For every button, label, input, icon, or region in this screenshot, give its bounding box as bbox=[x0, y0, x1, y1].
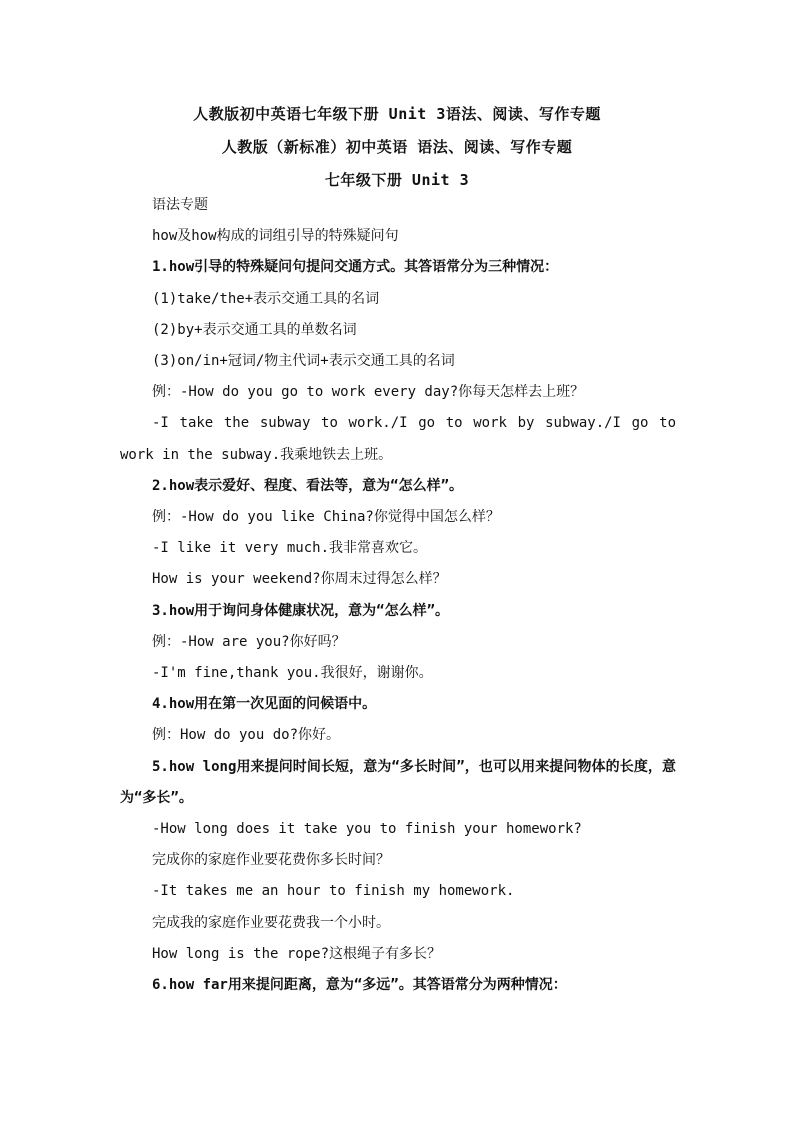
title-line-3: 七年级下册 Unit 3 bbox=[324, 171, 470, 189]
title-line-1: 人教版初中英语七年级下册 Unit 3语法、阅读、写作专题 bbox=[193, 105, 601, 123]
point-1-example-answer: -I take the subway to work./I go to work by subway./I go to work in the subway.我乘地铁去上班。 bbox=[120, 415, 676, 463]
point-1-title: 1.how引导的特殊疑问句提问交通方式。其答语常分为三种情况： bbox=[152, 259, 559, 276]
document-body bbox=[120, 190, 676, 1001]
point-5-example-question-cn: 完成你的家庭作业要花费你多长时间？ bbox=[152, 852, 390, 869]
point-5-example-2: How long is the rope?这根绳子有多长？ bbox=[152, 945, 442, 962]
point-5-example-question-en: -How long does it take you to finish your homework? bbox=[152, 821, 582, 838]
point-3-example-answer: -I'm fine,thank you.我很好，谢谢你。 bbox=[152, 665, 433, 682]
point-2-example-answer: -I like it very much.我非常喜欢它。 bbox=[152, 540, 428, 557]
point-3-title: 3.how用于询问身体健康状况，意为“怎么样”。 bbox=[152, 602, 449, 619]
point-2-example-question: 例：-How do you like China?你觉得中国怎么样？ bbox=[152, 509, 500, 526]
point-3-example-question: 例：-How are you?你好吗？ bbox=[152, 633, 346, 650]
point-6-title: 6.how far用来提问距离，意为“多远”。其答语常分为两种情况： bbox=[152, 977, 567, 994]
topic-heading: how及how构成的词组引导的特殊疑问句 bbox=[152, 228, 399, 245]
title-line-2: 人教版（新标准）初中英语 语法、阅读、写作专题 bbox=[221, 138, 573, 156]
document-title bbox=[0, 98, 794, 197]
point-5-example-answer-en: -It takes me an hour to finish my homework. bbox=[152, 883, 515, 900]
point-2-example-2: How is your weekend?你周末过得怎么样？ bbox=[152, 571, 447, 588]
point-1-case-3: (3)on/in+冠词/物主代词+表示交通工具的名词 bbox=[152, 353, 455, 370]
point-1-case-1: (1)take/the+表示交通工具的名词 bbox=[152, 290, 380, 307]
section-heading: 语法专题 bbox=[152, 197, 208, 213]
point-4-example: 例：How do you do?你好。 bbox=[152, 727, 341, 744]
point-5-title: 5.how long用来提问时间长短，意为“多长时间”，也可以用来提问物体的长度，意为“多长”。 bbox=[120, 758, 676, 806]
point-1-case-2: (2)by+表示交通工具的单数名词 bbox=[152, 321, 357, 338]
point-2-title: 2.how表示爱好、程度、看法等，意为“怎么样”。 bbox=[152, 477, 463, 494]
point-1-example-question: 例：-How do you go to work every day?你每天怎样去上班？ bbox=[152, 384, 585, 401]
point-4-title: 4.how用在第一次见面的问候语中。 bbox=[152, 696, 377, 713]
point-5-example-answer-cn: 完成我的家庭作业要花费我一个小时。 bbox=[152, 914, 390, 931]
